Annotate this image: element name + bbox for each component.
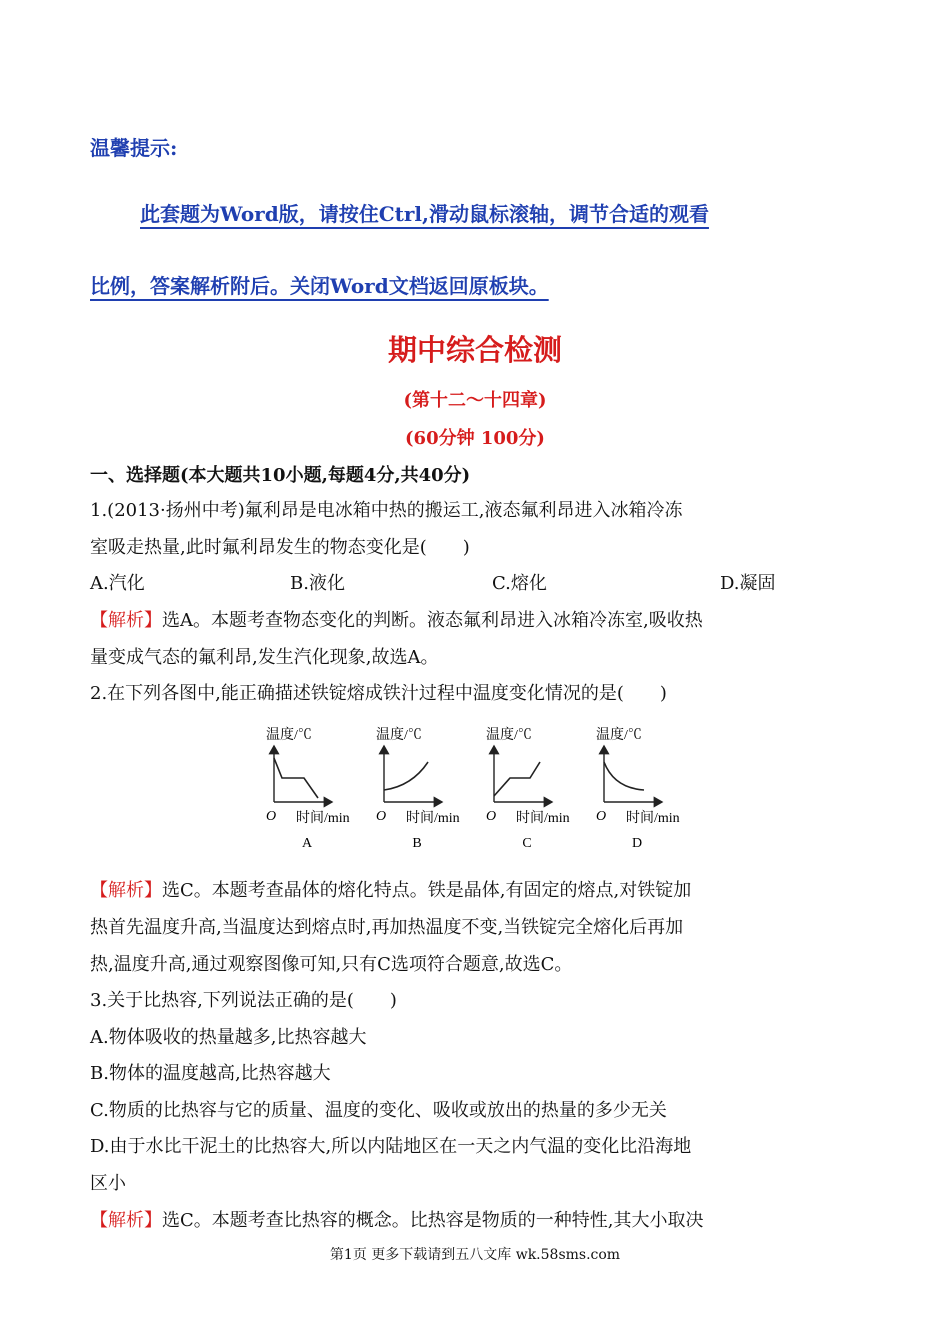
q3-analysis-line1 (90, 1206, 704, 1232)
q3-option-d-line2: 区小 (90, 1173, 126, 1194)
tip-line-2: 比例，答案解析附后。关闭Word文档返回原板块。 (90, 274, 549, 298)
q3-option-a: A.物体吸收的热量越多,比热容越大 (90, 1027, 367, 1048)
q1-stem-line2: 室吸走热量,此时氟利昂发生的物态变化是( ) (90, 537, 470, 558)
q3-option-d-line1: D.由于水比干泥土的比热容大,所以内陆地区在一天之内气温的变化比沿海地 (90, 1136, 692, 1157)
q1-stem-line1: 1.(2013·扬州中考)氟利昂是电冰箱中热的搬运工,液态氟利昂进入冰箱冷冻 (90, 500, 683, 521)
chapter-range: (第十二～十四章) (403, 390, 547, 411)
graph-a-curve (274, 758, 318, 798)
graph-a (266, 726, 350, 851)
q2-analysis-text1: 选C。本题考查晶体的熔化特点。铁是晶体,有固定的熔点,对铁锭加 (162, 880, 692, 901)
graph-b-ylabel: 温度/℃ (376, 728, 422, 743)
q2-temperature-graphs (262, 720, 692, 855)
q2-stem-line1: 2.在下列各图中,能正确描述铁锭熔成铁汁过程中温度变化情况的是( ) (90, 683, 667, 704)
graph-c-ylabel: 温度/℃ (486, 728, 532, 743)
graph-a-ylabel: 温度/℃ (266, 728, 312, 743)
page-footer: 第1页 更多下载请到五八文库 wk.58sms.com (329, 1247, 621, 1263)
graph-d-xlabel: 时间/min (626, 811, 680, 826)
q1-option-d: D.凝固 (720, 573, 776, 594)
q2-analysis-line2: 热首先温度升高,当温度达到熔点时,再加热温度不变,当铁锭完全熔化后再加 (90, 917, 684, 938)
graph-d-ylabel: 温度/℃ (596, 728, 642, 743)
graph-c-xlabel: 时间/min (516, 811, 570, 826)
graph-b (376, 726, 460, 851)
graph-c-origin: O (486, 809, 497, 824)
graph-a-xlabel: 时间/min (296, 811, 350, 826)
q1-option-c: C.熔化 (492, 573, 547, 594)
graph-c-curve (494, 762, 540, 796)
graph-c (486, 726, 570, 851)
q3-option-b: B.物体的温度越高,比热容越大 (90, 1063, 331, 1084)
q1-analysis-text1: 选A。本题考查物态变化的判断。液态氟利昂进入冰箱冷冻室,吸收热 (162, 610, 703, 631)
graph-b-xlabel: 时间/min (406, 811, 460, 826)
q3-analysis-text1: 选C。本题考查比热容的概念。比热容是物质的一种特性,其大小取决 (162, 1210, 704, 1231)
analysis-tag: 【解析】 (90, 1210, 162, 1231)
q3-stem: 3.关于比热容,下列说法正确的是( ) (90, 990, 397, 1011)
tip-line-1: 此套题为Word版，请按住Ctrl,滑动鼠标滚轴，调节合适的观看 (140, 202, 709, 226)
graph-a-origin: O (266, 809, 277, 824)
analysis-tag: 【解析】 (90, 610, 162, 631)
q2-analysis-line1 (90, 876, 691, 902)
graph-d (596, 726, 680, 851)
document-title: 期中综合检测 (387, 333, 562, 367)
graph-d-curve (604, 762, 644, 790)
q1-option-b: B.液化 (290, 573, 345, 594)
graph-d-origin: O (596, 809, 607, 824)
q2-analysis-line3: 热,温度升高,通过观察图像可知,只有C选项符合题意,故选C。 (90, 954, 573, 975)
q1-analysis-line1 (90, 606, 703, 632)
graph-d-label: D (631, 836, 643, 851)
graph-a-label: A (301, 836, 313, 851)
q1-analysis-line2: 量变成气态的氟利昂,发生汽化现象,故选A。 (90, 647, 439, 668)
q1-option-a: A.汽化 (90, 573, 145, 594)
tip-title: 温馨提示: (90, 136, 178, 160)
q3-option-c: C.物质的比热容与它的质量、温度的变化、吸收或放出的热量的多少无关 (90, 1100, 667, 1121)
time-and-score: (60分钟 100分) (405, 428, 545, 449)
graph-b-curve (384, 762, 428, 790)
analysis-tag: 【解析】 (90, 880, 162, 901)
graph-b-origin: O (376, 809, 387, 824)
graph-b-label: B (412, 836, 422, 851)
section-heading: 一、选择题(本大题共10小题,每题4分,共40分) (90, 465, 471, 486)
graph-c-label: C (522, 836, 532, 851)
